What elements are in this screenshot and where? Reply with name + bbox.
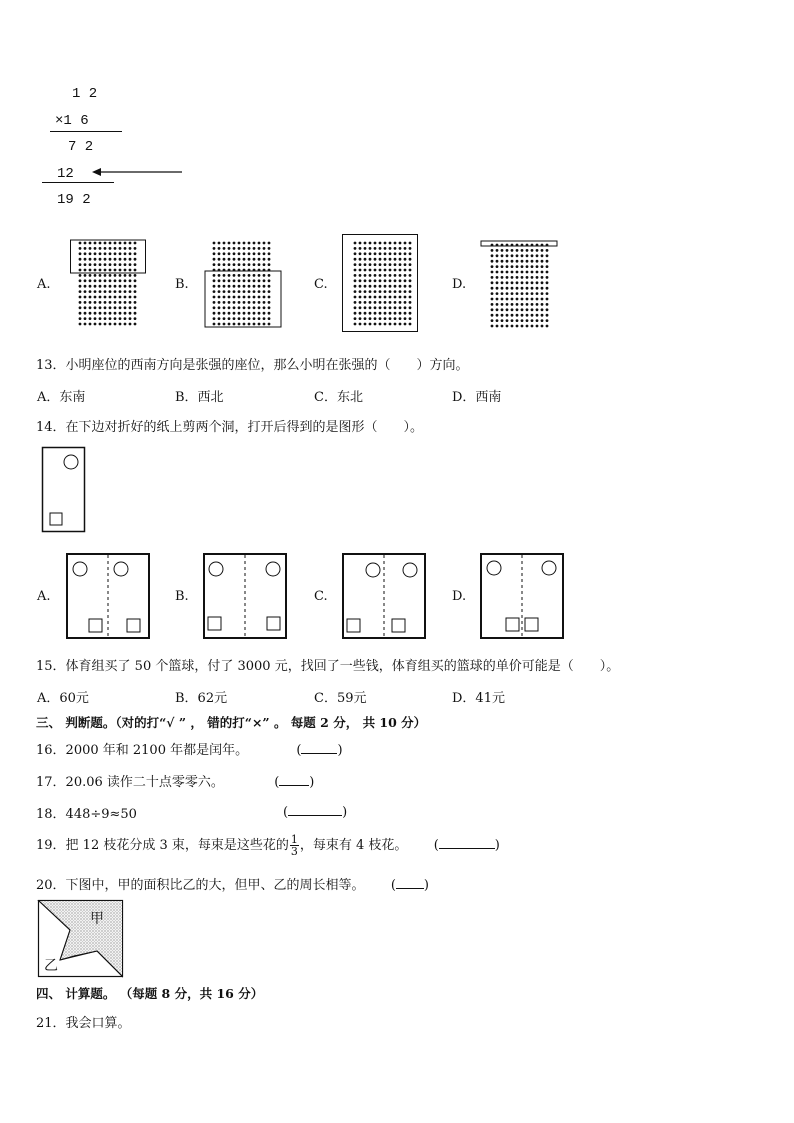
- q19-text-before: 19．把 12 枝花分成 3 束，每束是这些花的: [36, 838, 289, 853]
- q20-row: [36, 874, 429, 893]
- q13-stem: 13．小明座位的西南方向是张强的座位，那么小明在张强的（ ）方向。: [36, 358, 469, 373]
- q15-option-d[interactable]: D．41元: [452, 691, 505, 706]
- q21-text: 21．我会口算。: [36, 1016, 131, 1031]
- q14-option-a-label[interactable]: A.: [37, 589, 51, 604]
- q12-option-d-label[interactable]: D.: [452, 277, 467, 292]
- unfolded-figure-d[interactable]: [480, 553, 564, 639]
- arrow-left-icon: [92, 166, 192, 178]
- q13-option-b[interactable]: B．西北: [175, 390, 224, 405]
- unfolded-figure-c[interactable]: [342, 553, 426, 639]
- q19-answer-blank[interactable]: ( ): [433, 838, 500, 853]
- q15-option-c[interactable]: C．59元: [314, 691, 367, 706]
- section-3-title: 三、 判断题。（对的打“√ ” ， 错的打“×” 。 每题 2 分， 共 10 分）: [36, 715, 427, 730]
- unfolded-figure-a[interactable]: [66, 553, 150, 639]
- q13-option-a[interactable]: A．东南: [37, 390, 86, 405]
- q14-option-d-label[interactable]: D.: [452, 589, 467, 604]
- partial-product-2: 12: [57, 166, 74, 182]
- q14-option-c-label[interactable]: C.: [314, 589, 328, 604]
- q19-fraction: $\frac{1}{3}$: [290, 833, 298, 858]
- dot-array-b[interactable]: [204, 238, 284, 333]
- multiplier: ×1 6: [55, 113, 89, 129]
- q16-text: 16．2000 年和 2100 年都是闰年。: [36, 743, 249, 758]
- product-line-2: [42, 182, 114, 183]
- q18-row: [36, 803, 137, 822]
- dot-array-a[interactable]: [70, 238, 150, 333]
- q14-option-b-label[interactable]: B.: [175, 589, 189, 604]
- dot-array-c[interactable]: [342, 234, 422, 334]
- section-4-title: 四、 计算题。 （每题 8 分，共 16 分）: [36, 986, 264, 1001]
- q19-row: [36, 834, 500, 857]
- q20-text: 20．下图中，甲的面积比乙的大，但甲、乙的周长相等。: [36, 878, 365, 893]
- q17-text: 17．20.06 读作二十点零零六。: [36, 775, 224, 790]
- q16-row: [36, 739, 343, 758]
- q15-stem: 15．体育组买了 50 个篮球，付了 3000 元，找回了一些钱，体育组买的篮球的单价可能是（ ）。: [36, 659, 620, 674]
- q13-option-d[interactable]: D．西南: [452, 390, 502, 405]
- q17-row: [36, 771, 314, 790]
- partial-product-1: 7 2: [68, 139, 94, 155]
- final-product: 19 2: [57, 192, 91, 208]
- q19-text-after: ，每束有 4 枝花。: [299, 838, 408, 853]
- q12-option-a-label[interactable]: A.: [37, 277, 51, 292]
- q18-answer-blank[interactable]: ( ): [283, 805, 348, 820]
- label-jia: 甲: [90, 911, 104, 927]
- unfolded-figure-b[interactable]: [203, 553, 287, 639]
- multiplicand: 1 2: [72, 86, 98, 102]
- q16-answer-blank[interactable]: ( ): [296, 743, 343, 758]
- q14-stem: 14．在下边对折好的纸上剪两个洞，打开后得到的是图形（ ）。: [36, 420, 424, 435]
- folded-paper-figure: [42, 447, 86, 533]
- q20-answer-blank[interactable]: ( ): [390, 878, 429, 893]
- q15-option-b[interactable]: B．62元: [175, 691, 228, 706]
- q12-option-c-label[interactable]: C.: [314, 277, 328, 292]
- q15-option-a[interactable]: A．60元: [37, 691, 89, 706]
- q13-option-c[interactable]: C．东北: [314, 390, 363, 405]
- q17-answer-blank[interactable]: ( ): [274, 775, 315, 790]
- dot-array-d[interactable]: [480, 238, 560, 333]
- q18-text: 18．448÷9≈50: [36, 807, 137, 822]
- product-line-1: [50, 131, 122, 132]
- q12-option-b-label[interactable]: B.: [175, 277, 189, 292]
- label-yi: 乙: [44, 958, 58, 974]
